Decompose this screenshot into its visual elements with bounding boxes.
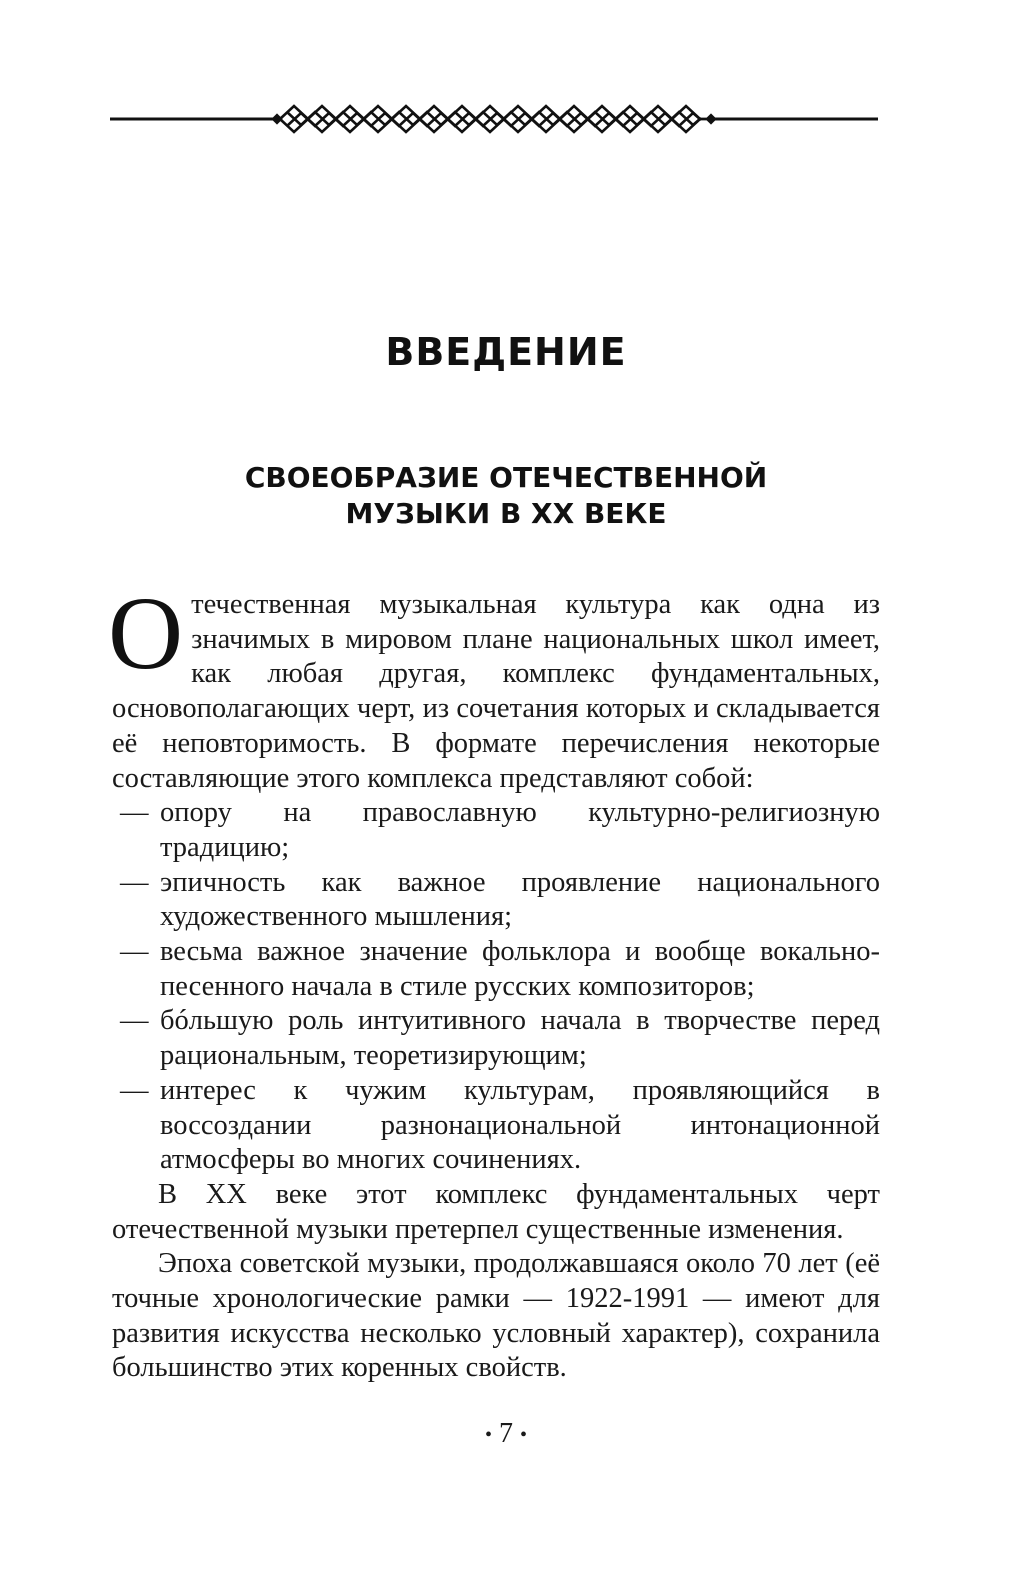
- list-dash: —: [120, 936, 149, 968]
- intro-paragraph: [108, 576, 880, 796]
- list-item: [112, 1074, 880, 1178]
- section-title-line-2: МУЗЫКИ В XX ВЕКЕ: [345, 497, 667, 530]
- chapter-title: ВВЕДЕНИЕ: [385, 330, 627, 374]
- feature-list: [112, 796, 880, 1178]
- page-number-bullet-right: •: [520, 1424, 528, 1447]
- list-item: [112, 935, 880, 1004]
- list-item: [112, 796, 880, 865]
- page-number: [0, 1418, 1012, 1450]
- list-item: [112, 1004, 880, 1073]
- list-item-text: весьма важное значение фольклора и вообще вокально-песенного начала в стиле русских композиторов;: [160, 936, 880, 1002]
- list-dash: —: [120, 1005, 149, 1037]
- intro-text: течественная музыкальная культура как одна из значимых в мировом плане национальных школ имеет, как любая другая, комплекс фундаментальных, основополагающих черт, из сочетания которых и складывается её неповторимость. В формате перечисления некоторые составляющие этого комплекса представляют собой:: [112, 589, 880, 794]
- paragraph: Эпоха советской музыки, продолжавшаяся около 70 лет (её точные хронологические рамки — 1922-1991 — имеют для развития искусства несколько условный характер), сохранила большинство этих коренных свойств.: [112, 1248, 880, 1384]
- paragraph: В XX веке этот комплекс фундаментальных черт отечественной музыки претерпел существенные изменения.: [112, 1178, 880, 1245]
- list-dash: —: [120, 1074, 149, 1106]
- page-number-value: 7: [499, 1418, 513, 1449]
- body-text: [108, 576, 880, 1386]
- list-dash: —: [120, 866, 149, 898]
- section-title-line-1: СВОЕОБРАЗИЕ ОТЕЧЕСТВЕННОЙ: [244, 461, 768, 494]
- page-number-bullet-left: •: [484, 1424, 492, 1447]
- drop-cap: О: [108, 576, 184, 691]
- list-item: [112, 866, 880, 935]
- list-dash: —: [120, 797, 149, 829]
- braided-border-ornament-icon: [110, 98, 878, 140]
- section-title: [0, 460, 1012, 532]
- list-item-text: бóльшую роль интуитивного начала в творчестве перед рациональным, теоретизирующим;: [160, 1005, 880, 1072]
- list-item-text: опору на православную культурно-религиозную традицию;: [160, 797, 880, 863]
- list-item-text: эпичность как важное проявление национального художественного мышления;: [160, 866, 880, 933]
- list-item-text: интерес к чужим культурам, проявляющийся в воссоздании разнонациональной интонационной атмосферы во многих сочинениях.: [160, 1074, 880, 1176]
